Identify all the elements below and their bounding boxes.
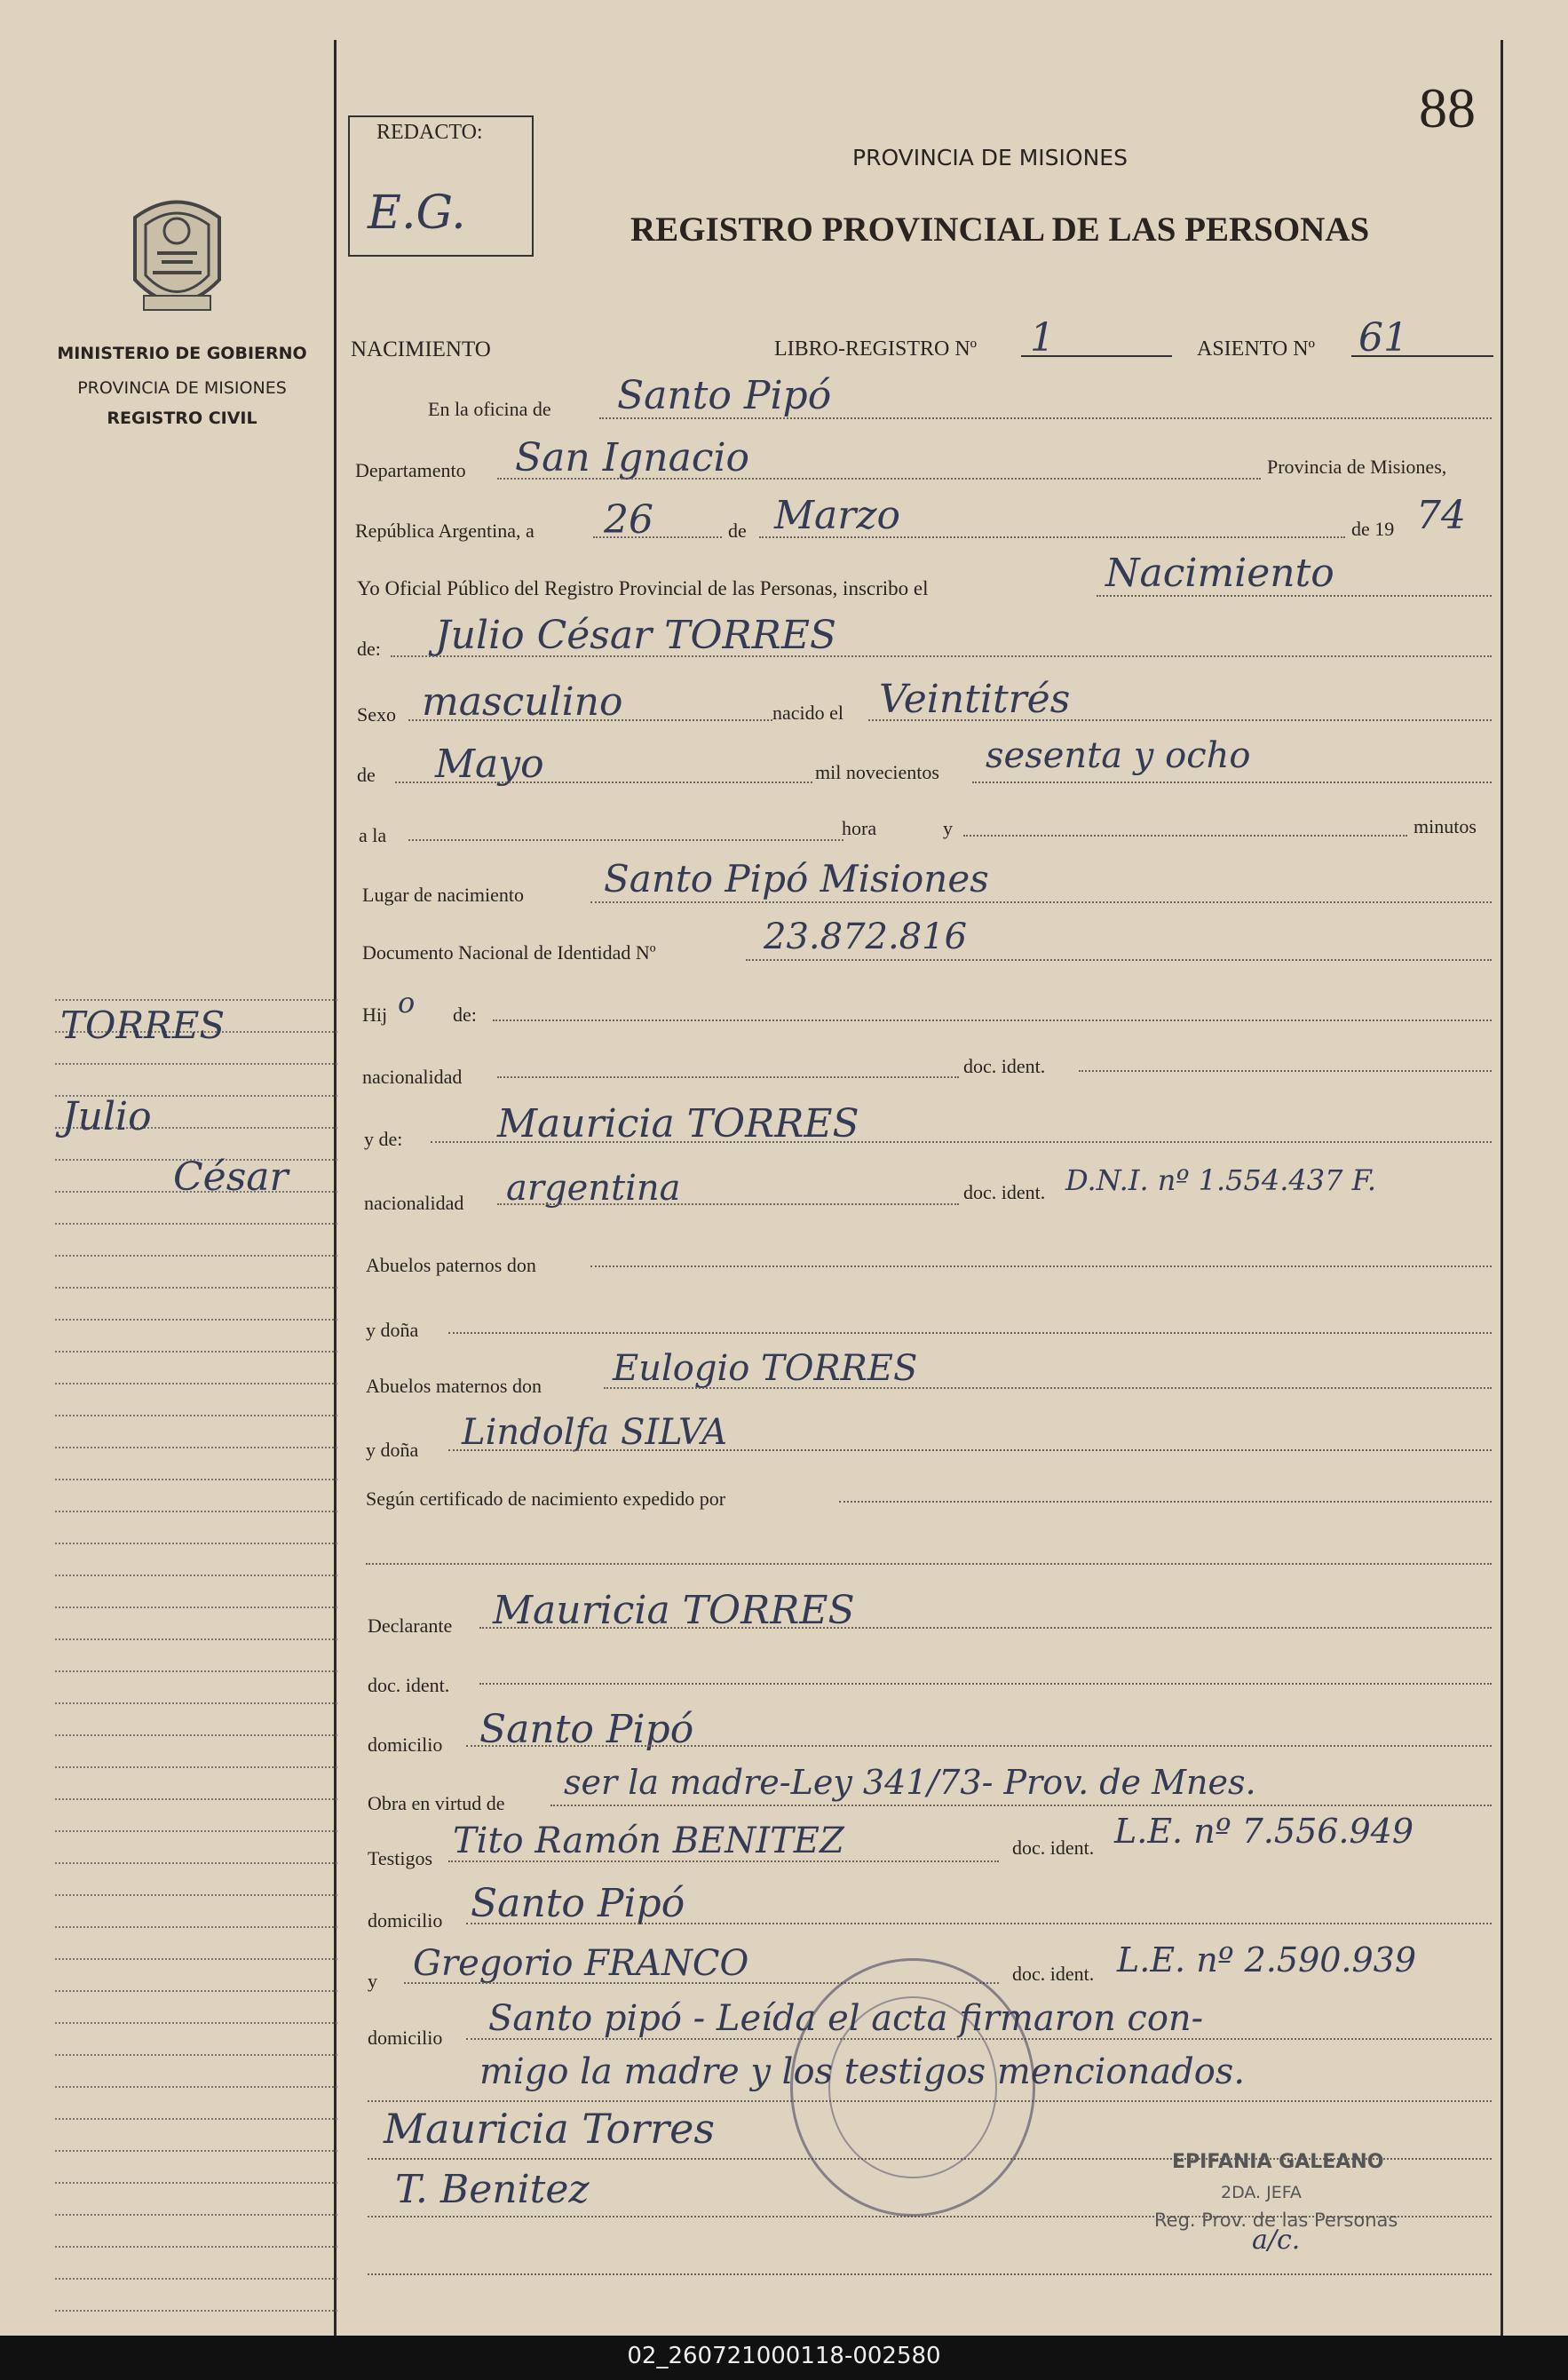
- stamp-note: a/c.: [1252, 2225, 1301, 2256]
- abuelos-pat-line: [590, 1265, 1492, 1267]
- mes-nac-value: Mayo: [435, 742, 544, 787]
- sexo-line: [408, 719, 772, 721]
- hora-label: hora: [842, 817, 877, 839]
- depto-line: [497, 478, 1261, 480]
- sexo-label: Sexo: [357, 703, 396, 726]
- redacto-initials: E.G.: [368, 186, 466, 240]
- margin-rule-line: [55, 1255, 337, 1257]
- margin-rule-line: [55, 1862, 337, 1864]
- nacido-value: Veintitrés: [879, 677, 1071, 722]
- declarante-line: [479, 1627, 1492, 1629]
- margin-rule-line: [55, 2246, 337, 2248]
- margin-rule-line: [55, 2118, 337, 2120]
- oficina-value: Santo Pipó: [617, 373, 832, 418]
- margin-rule-line: [55, 1575, 337, 1576]
- doc-ident3-line: [479, 1683, 1492, 1685]
- signature-mother: Mauricia Torres: [384, 2105, 715, 2153]
- asiento-label: ASIENTO Nº: [1197, 337, 1315, 361]
- margin-rule-line: [55, 1638, 337, 1640]
- stamp-role: 2DA. JEFA: [1221, 2183, 1302, 2202]
- dni-value: 23.872.816: [764, 916, 968, 957]
- official-seal-icon: [790, 1958, 1035, 2217]
- margin-rule-line: [55, 1447, 337, 1448]
- testigo2-doc: L.E. nº 2.590.939: [1117, 1940, 1417, 1979]
- dni-line: [746, 959, 1492, 961]
- testigos-label: Testigos: [368, 1847, 433, 1869]
- nacionalidad-label: nacionalidad: [362, 1066, 463, 1088]
- nombre-value: Julio César TORRES: [435, 613, 837, 658]
- nacionalidad2-value: argentina: [506, 1168, 681, 1209]
- y-dona-label: y doña: [366, 1319, 419, 1341]
- margin-rule-line: [55, 1606, 337, 1608]
- stamp-office: Reg. Prov. de las Personas: [1154, 2209, 1398, 2231]
- hijo-de-label: de:: [453, 1004, 477, 1026]
- mil-label: mil novecientos: [815, 761, 939, 783]
- domicilio-label: domicilio: [368, 1733, 443, 1756]
- anio-nac-line: [972, 781, 1492, 783]
- nombre-line: [391, 655, 1492, 657]
- redacto-label: REDACTO:: [376, 121, 483, 144]
- testigo1-value: Tito Ramón BENITEZ: [453, 1821, 844, 1861]
- abuelos-pat-label: Abuelos paternos don: [366, 1254, 536, 1276]
- margin-rule-line: [55, 1670, 337, 1672]
- margin-rule-line: [55, 1415, 337, 1416]
- margin-rule-line: [55, 2278, 337, 2280]
- margin-rule-line: [55, 999, 337, 1001]
- seal-inner-ring: [828, 1996, 997, 2178]
- lugar-line: [590, 901, 1492, 903]
- margin-rule-line: [55, 1734, 337, 1736]
- madre-line: [431, 1141, 1492, 1143]
- margin-rule-line: [55, 1319, 337, 1321]
- margin-rule-line: [55, 2086, 337, 2088]
- libro-value: 1: [1030, 315, 1055, 361]
- day-line: [593, 536, 722, 538]
- doc-ident2-value: D.N.I. nº 1.554.437 F.: [1065, 1163, 1377, 1197]
- margin-given-1: Julio: [62, 1094, 152, 1139]
- testigo1-doc: L.E. nº 7.556.949: [1114, 1812, 1414, 1851]
- domicilio3-label: domicilio: [368, 2027, 443, 2049]
- ministry-line-1: MINISTERIO DE GOBIERNO: [57, 344, 307, 363]
- depto-label: Departamento: [355, 459, 466, 481]
- republica-label: República Argentina, a: [355, 520, 535, 542]
- a-la-label: a la: [359, 824, 387, 846]
- nacido-line: [868, 719, 1492, 721]
- margin-rule-line: [55, 1702, 337, 1704]
- margin-rule-line: [55, 1223, 337, 1225]
- hijo-line: [493, 1019, 1492, 1021]
- de-label: de: [728, 520, 747, 542]
- month-value: Marzo: [774, 493, 900, 538]
- nacimiento-label: NACIMIENTO: [351, 337, 491, 361]
- margin-rule-line: [55, 1383, 337, 1384]
- nacionalidad-line: [497, 1076, 959, 1078]
- margin-rule-line: [55, 2150, 337, 2152]
- doc-ident5-label: doc. ident.: [1012, 1963, 1095, 1985]
- asiento-line: [1351, 355, 1493, 357]
- redacto-box: [348, 115, 534, 257]
- y-de-label: y de:: [364, 1128, 403, 1150]
- lugar-value: Santo Pipó Misiones: [604, 857, 989, 900]
- testigo1-line: [448, 1860, 999, 1862]
- margin-rule-line: [55, 1798, 337, 1800]
- y-dona2-label: y doña: [366, 1439, 419, 1461]
- oficina-label: En la oficina de: [428, 398, 551, 420]
- libro-label: LIBRO-REGISTRO Nº: [774, 337, 978, 361]
- domicilio2-label: domicilio: [368, 1909, 443, 1932]
- abuelos-mat-label: Abuelos maternos don: [366, 1375, 542, 1397]
- minutos-label: minutos: [1414, 815, 1477, 837]
- lugar-label: Lugar de nacimiento: [362, 884, 525, 906]
- segun-line: [839, 1501, 1492, 1503]
- margin-rule-line: [55, 1479, 337, 1480]
- domicilio-line: [466, 1745, 1492, 1747]
- yo-oficial-text: Yo Oficial Público del Registro Provincial de las Personas, inscribo el: [357, 577, 929, 599]
- margin-rule-line: [55, 1990, 337, 1992]
- nacido-label: nacido el: [772, 702, 844, 724]
- declarante-value: Mauricia TORRES: [493, 1588, 855, 1633]
- provincia-label: Provincia de Misiones,: [1267, 456, 1447, 478]
- stamp-name: EPIFANIA GALEANO: [1172, 2151, 1384, 2173]
- domicilio2-line: [466, 1923, 1492, 1924]
- day-value: 26: [604, 497, 653, 543]
- margin-rule-line: [55, 1511, 337, 1512]
- libro-line: [1021, 355, 1172, 357]
- depto-value: San Ignacio: [515, 435, 750, 480]
- obra-line: [550, 1805, 1492, 1806]
- doc-ident2-label: doc. ident.: [963, 1181, 1046, 1203]
- margin-rule-line: [55, 2054, 337, 2056]
- margin-rule-line: [55, 2214, 337, 2216]
- month-line: [759, 536, 1345, 538]
- inscribo-value: Nacimiento: [1105, 551, 1334, 596]
- margin-surname: TORRES: [60, 1004, 226, 1047]
- ministry-line-2: PROVINCIA DE MISIONES: [77, 378, 287, 398]
- minutos-line: [963, 835, 1407, 837]
- margin-rule-line: [55, 1351, 337, 1353]
- doc-ident-label: doc. ident.: [963, 1055, 1046, 1077]
- oficina-line: [599, 417, 1492, 419]
- nacionalidad2-line: [497, 1203, 959, 1205]
- footer-id: 02_260721000118-002580: [627, 2343, 941, 2369]
- doc-ident3-label: doc. ident.: [368, 1674, 450, 1696]
- dni-label: Documento Nacional de Identidad Nº: [362, 941, 656, 964]
- domicilio-value: Santo Pipó: [479, 1707, 694, 1752]
- declarante-label: Declarante: [368, 1614, 453, 1637]
- margin-rule-line: [55, 1766, 337, 1768]
- hijo-label: Hij: [362, 1004, 388, 1026]
- right-column-rule: [1501, 40, 1503, 2336]
- mes-nac-line: [395, 781, 812, 783]
- abuelos-mat-line: [604, 1387, 1492, 1389]
- hora-line: [408, 839, 843, 841]
- de-mes-label: de: [357, 764, 376, 786]
- sexo-value: masculino: [422, 679, 623, 725]
- y-hora-label: y: [943, 817, 953, 839]
- obra-value: ser la madre-Ley 341/73- Prov. de Mnes.: [564, 1763, 1256, 1802]
- hijo-suffix: o: [398, 986, 416, 1019]
- obra-label: Obra en virtud de: [368, 1792, 505, 1814]
- coat-of-arms-icon: [126, 191, 228, 324]
- nacionalidad2-label: nacionalidad: [364, 1192, 464, 1214]
- abuelo-mat-value: Eulogio TORRES: [613, 1348, 918, 1389]
- asiento-value: 61: [1358, 315, 1408, 361]
- blank-line-3: [368, 2273, 1492, 2275]
- domicilio2-value: Santo Pipó: [471, 1881, 685, 1926]
- continuation-text: migo la madre y los testigos mencionados.: [479, 2051, 1246, 2092]
- signature-witness: T. Benitez: [395, 2167, 590, 2212]
- segun-label: Según certificado de nacimiento expedido por: [366, 1488, 726, 1510]
- margin-rule-line: [55, 1063, 337, 1065]
- y2-label: y: [368, 1970, 377, 1992]
- header-province: PROVINCIA DE MISIONES: [852, 145, 1128, 171]
- doc-ident-line: [1079, 1070, 1492, 1072]
- margin-rule-line: [55, 1543, 337, 1544]
- madre-value: Mauricia TORRES: [497, 1101, 859, 1146]
- de-colon-label: de:: [357, 638, 381, 660]
- y-dona-line: [448, 1332, 1492, 1334]
- margin-rule-line: [55, 1830, 337, 1832]
- margin-rule-line: [55, 2310, 337, 2312]
- margin-rule-line: [55, 2022, 337, 2024]
- margin-rule-line: [55, 1287, 337, 1289]
- margin-given-2: César: [173, 1154, 289, 1200]
- ministry-line-3: REGISTRO CIVIL: [107, 409, 257, 428]
- year-value: 74: [1416, 493, 1466, 538]
- inscribo-line: [1097, 595, 1492, 597]
- segun-line-2: [366, 1563, 1492, 1565]
- abuela-mat-value: Lindolfa SILVA: [462, 1412, 728, 1453]
- abuela-mat-line: [448, 1449, 1492, 1451]
- testigo2-value: Gregorio FRANCO: [413, 1943, 749, 1984]
- doc-ident4-label: doc. ident.: [1012, 1837, 1095, 1859]
- margin-rule-line: [55, 1958, 337, 1960]
- year-prefix: de 19: [1351, 518, 1395, 540]
- anio-nac-value: sesenta y ocho: [986, 735, 1251, 776]
- margin-rule-line: [55, 1926, 337, 1928]
- margin-rule-line: [55, 2182, 337, 2184]
- header-title: REGISTRO PROVINCIAL DE LAS PERSONAS: [630, 210, 1370, 249]
- domicilio3-value: Santo pipó - Leída el acta firmaron con-: [488, 1998, 1204, 2039]
- page-number: 88: [1419, 76, 1476, 139]
- margin-rule-line: [55, 1894, 337, 1896]
